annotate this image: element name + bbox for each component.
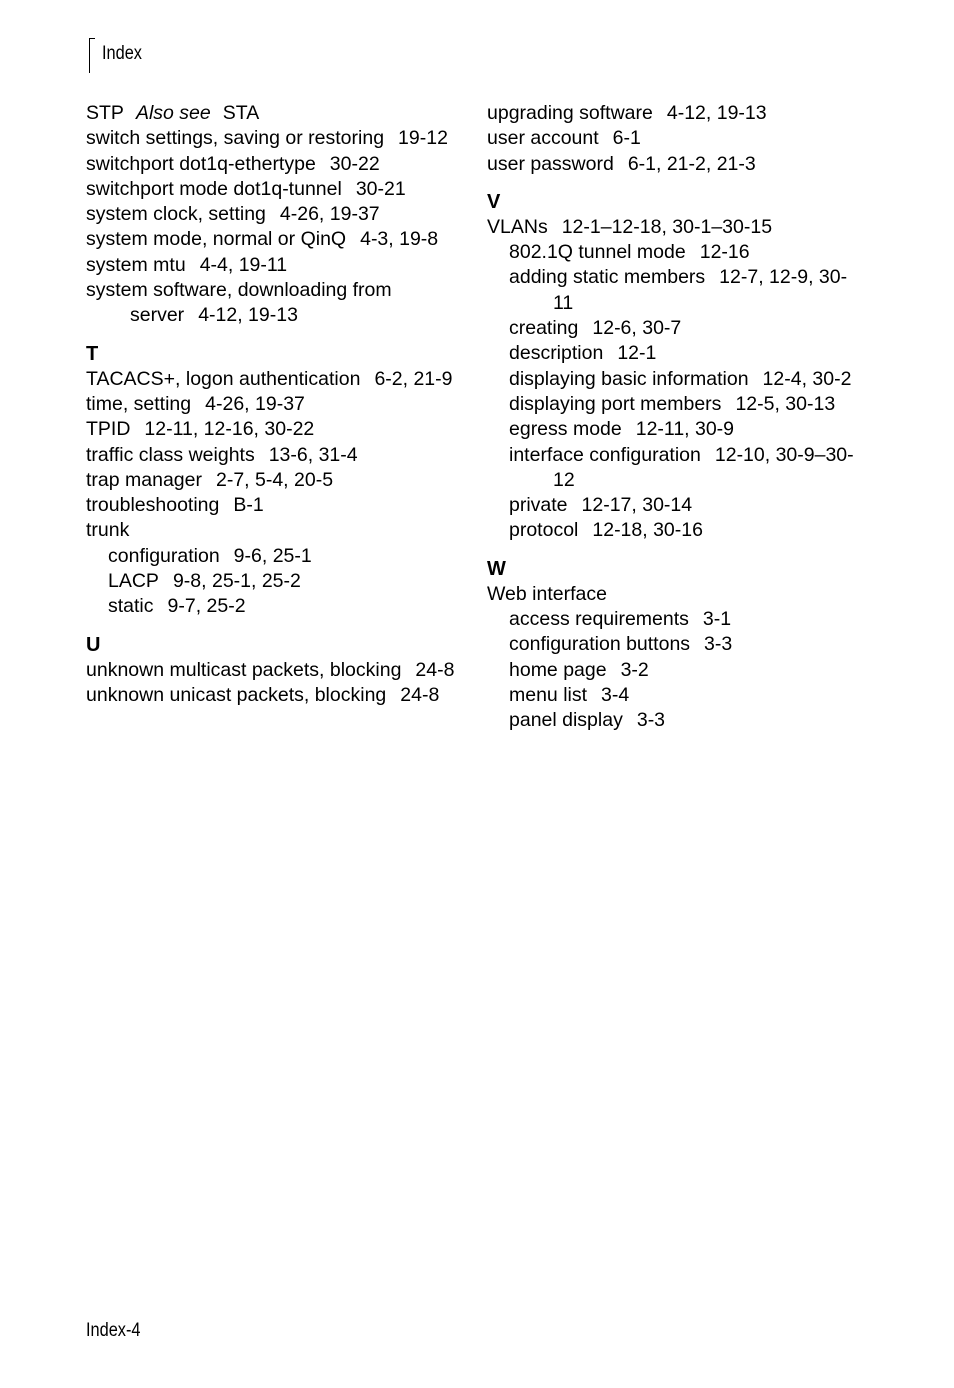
index-page-refs[interactable]: 30-21 bbox=[355, 177, 406, 200]
index-term: troubleshooting bbox=[86, 494, 220, 517]
index-page-refs[interactable]: 4-3, 19-8 bbox=[360, 228, 439, 251]
page-folio: Index-4 bbox=[86, 1320, 141, 1341]
index-page-refs[interactable]: 6-1 bbox=[612, 127, 641, 150]
index-subentry bbox=[487, 341, 867, 366]
index-entry bbox=[86, 202, 456, 227]
index-entry bbox=[86, 518, 456, 543]
index-term: access requirements bbox=[509, 608, 689, 631]
index-term: STP bbox=[86, 102, 124, 124]
index-page-refs[interactable]: 6-1, 21-2, 21-3 bbox=[627, 152, 756, 175]
index-term: traffic class weights bbox=[86, 443, 255, 466]
index-page-refs[interactable]: 12-4, 30-2 bbox=[762, 367, 852, 390]
index-entry bbox=[86, 253, 456, 278]
index-page-refs[interactable]: 3-3 bbox=[704, 633, 733, 656]
index-term: panel display bbox=[509, 709, 623, 732]
index-term: system clock, setting bbox=[86, 203, 266, 226]
index-term: system mode, normal or QinQ bbox=[86, 228, 347, 251]
index-entry bbox=[86, 367, 456, 392]
running-head: Index bbox=[102, 43, 142, 64]
index-term: adding static members bbox=[509, 266, 706, 289]
index-term: description bbox=[509, 342, 604, 365]
index-subentry bbox=[487, 367, 867, 392]
index-page-refs[interactable]: 2-7, 5-4, 20-5 bbox=[215, 468, 334, 491]
index-term: protocol bbox=[509, 519, 579, 542]
index-term: system mtu bbox=[86, 253, 186, 276]
index-subentry bbox=[487, 493, 867, 518]
index-subentry bbox=[487, 607, 867, 632]
index-page-refs[interactable]: 12-5, 30-13 bbox=[735, 392, 836, 415]
index-page-refs[interactable]: 6-2, 21-9 bbox=[374, 367, 453, 390]
index-page-refs[interactable]: 3-1 bbox=[702, 608, 732, 631]
index-entry bbox=[86, 683, 456, 708]
index-term: creating bbox=[509, 317, 579, 340]
index-entry bbox=[86, 417, 456, 442]
index-term: trap manager bbox=[86, 468, 202, 491]
index-term: switchport dot1q-ethertype bbox=[86, 152, 316, 175]
index-term: configuration buttons bbox=[509, 633, 691, 656]
index-entry bbox=[86, 468, 456, 493]
index-page-refs[interactable]: 13-6, 31-4 bbox=[268, 443, 358, 466]
index-subentry bbox=[487, 658, 867, 683]
index-subentry bbox=[487, 683, 867, 708]
index-page-refs[interactable]: 12-7, 12-9, 30-11 bbox=[553, 266, 848, 314]
index-entry bbox=[487, 215, 867, 240]
index-page-refs[interactable]: 24-8 bbox=[415, 658, 455, 681]
index-term: trunk bbox=[86, 519, 130, 542]
index-term: user password bbox=[487, 152, 614, 175]
index-subentry bbox=[487, 632, 867, 657]
index-page-refs[interactable]: 12-18, 30-16 bbox=[592, 519, 703, 542]
index-page-refs[interactable]: 12-16 bbox=[699, 241, 750, 264]
index-term: 802.1Q tunnel mode bbox=[509, 241, 686, 264]
header-rule bbox=[89, 38, 90, 73]
index-term: upgrading software bbox=[487, 102, 653, 124]
index-page-refs[interactable]: 24-8 bbox=[400, 683, 440, 706]
index-entry bbox=[86, 101, 456, 126]
index-letter-heading: T bbox=[86, 342, 99, 365]
index-column-left bbox=[86, 101, 456, 708]
index-term: egress mode bbox=[509, 418, 622, 441]
index-subentry bbox=[487, 708, 867, 733]
index-page-refs[interactable]: 4-26, 19-37 bbox=[279, 203, 380, 226]
index-page-refs[interactable]: 12-17, 30-14 bbox=[581, 494, 693, 517]
index-term: menu list bbox=[509, 683, 588, 706]
see-also-label: Also see bbox=[135, 102, 211, 124]
index-subentry bbox=[487, 417, 867, 442]
index-page-refs[interactable]: 12-11, 30-9 bbox=[635, 418, 735, 441]
index-letter-heading: U bbox=[86, 633, 101, 656]
index-column-right bbox=[487, 101, 867, 734]
index-term: TPID bbox=[86, 418, 131, 441]
index-term: private bbox=[509, 494, 568, 517]
index-subentry bbox=[487, 316, 867, 341]
index-entry bbox=[487, 101, 867, 126]
index-page-refs[interactable]: 3-4 bbox=[601, 683, 630, 706]
index-page-refs[interactable]: 4-12, 19-13 bbox=[666, 102, 767, 124]
index-subentry bbox=[487, 392, 867, 417]
index-entry bbox=[487, 126, 867, 151]
index-page-refs[interactable]: 30-22 bbox=[329, 152, 380, 175]
index-term: displaying port members bbox=[509, 392, 722, 415]
index-subentry bbox=[487, 443, 867, 494]
index-term: interface configuration bbox=[509, 443, 701, 466]
index-entry bbox=[487, 152, 867, 177]
index-subentry bbox=[86, 594, 456, 619]
index-term: system software, downloading from server bbox=[86, 279, 392, 327]
index-entry bbox=[86, 177, 456, 202]
index-entry bbox=[86, 227, 456, 252]
index-term: VLANs bbox=[487, 215, 548, 238]
index-subentry bbox=[86, 569, 456, 594]
index-page-refs[interactable]: 12-10, 30-9–30-12 bbox=[553, 443, 854, 491]
index-term: unknown unicast packets, blocking bbox=[86, 683, 387, 706]
index-term: home page bbox=[509, 658, 607, 681]
index-page-refs[interactable]: 3-3 bbox=[636, 709, 666, 732]
index-letter-heading: W bbox=[487, 557, 506, 580]
index-term: LACP bbox=[108, 570, 159, 593]
index-term: switchport mode dot1q-tunnel bbox=[86, 177, 342, 200]
index-page-refs[interactable]: 9-8, 25-1, 25-2 bbox=[172, 570, 301, 593]
index-page-refs[interactable]: 4-4, 19-11 bbox=[199, 253, 288, 276]
index-term: unknown multicast packets, blocking bbox=[86, 658, 402, 681]
index-term: displaying basic information bbox=[509, 367, 749, 390]
index-letter-heading: V bbox=[487, 190, 501, 213]
index-term: Web interface bbox=[487, 582, 607, 605]
index-entry bbox=[86, 392, 456, 417]
index-entry bbox=[86, 278, 456, 329]
index-term: configuration bbox=[108, 544, 220, 567]
index-entry bbox=[86, 152, 456, 177]
index-subentry bbox=[487, 240, 867, 265]
index-term: switch settings, saving or restoring bbox=[86, 127, 385, 150]
index-subentry bbox=[86, 544, 456, 569]
index-entry bbox=[86, 443, 456, 468]
index-page-refs[interactable]: 4-26, 19-37 bbox=[205, 392, 305, 415]
index-term: user account bbox=[487, 127, 599, 150]
index-page-refs[interactable]: B-1 bbox=[233, 494, 264, 517]
index-page-refs[interactable]: 12-6, 30-7 bbox=[592, 317, 682, 340]
index-entry bbox=[86, 493, 456, 518]
index-entry bbox=[487, 582, 867, 607]
index-subentry bbox=[487, 265, 867, 316]
index-page-refs[interactable]: 9-6, 25-1 bbox=[233, 544, 312, 567]
index-term: TACACS+, logon authentication bbox=[86, 367, 361, 390]
index-page-refs[interactable]: 12-1–12-18, 30-1–30-15 bbox=[561, 215, 773, 238]
index-term: static bbox=[108, 595, 154, 618]
index-subentry bbox=[487, 518, 867, 543]
index-page-refs[interactable]: 12-11, 12-16, 30-22 bbox=[144, 418, 315, 441]
header-rule-tick bbox=[89, 38, 95, 39]
index-entry bbox=[86, 126, 456, 151]
index-page-refs[interactable]: 9-7, 25-2 bbox=[167, 595, 246, 618]
index-page-refs[interactable]: 4-12, 19-13 bbox=[198, 304, 298, 327]
index-entry bbox=[86, 658, 456, 683]
index-page-refs[interactable]: 3-2 bbox=[620, 658, 649, 681]
index-page-refs[interactable]: 12-1 bbox=[617, 342, 657, 365]
index-term: time, setting bbox=[86, 392, 192, 415]
see-also-target[interactable]: STA bbox=[222, 102, 260, 124]
index-page-refs[interactable]: 19-12 bbox=[398, 127, 448, 150]
